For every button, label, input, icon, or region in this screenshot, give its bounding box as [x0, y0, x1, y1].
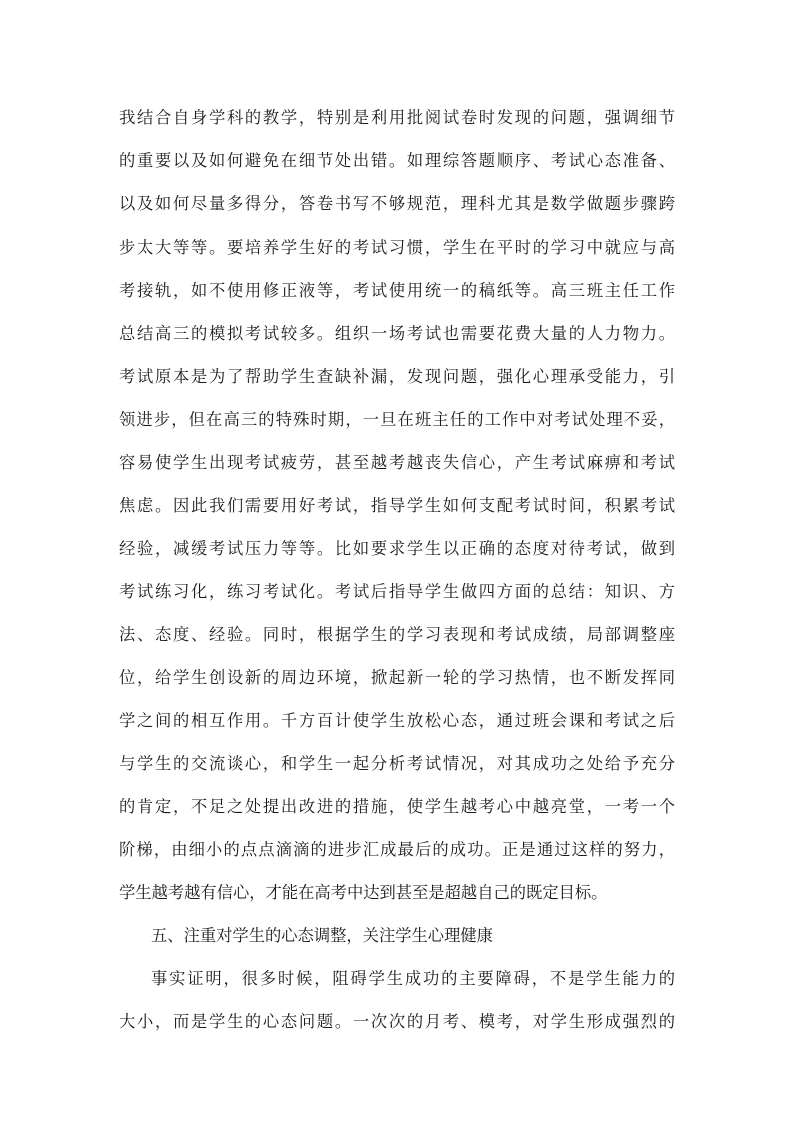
paragraph-line: 焦虑。因此我们需要用好考试，指导学生如何支配考试时间，积累考试	[119, 496, 675, 515]
paragraph-line: 考接轨，如不使用修正液等，考试使用统一的稿纸等。高三班主任工作	[119, 281, 675, 300]
paragraph-line: 的肯定，不足之处提出改进的措施，使学生越考心中越亮堂，一考一个	[119, 797, 675, 816]
paragraph-line: 阶梯，由细小的点点滴滴的进步汇成最后的成功。正是通过这样的努力，	[119, 840, 675, 859]
paragraph-line: 事实证明，很多时候，阻碍学生成功的主要障碍，不是学生能力的	[151, 969, 675, 988]
paragraph-line: 总结高三的模拟考试较多。组织一场考试也需要花费大量的人力物力。	[119, 324, 675, 343]
paragraph-line: 领进步，但在高三的特殊时期，一旦在班主任的工作中对考试处理不妥，	[119, 410, 675, 429]
paragraph-line: 考试练习化，练习考试化。考试后指导学生做四方面的总结：知识、方	[119, 582, 675, 601]
paragraph-line: 法、态度、经验。同时，根据学生的学习表现和考试成绩，局部调整座	[119, 625, 675, 644]
paragraph-line: 与学生的交流谈心，和学生一起分析考试情况，对其成功之处给予充分	[119, 754, 675, 773]
paragraph-line: 大小，而是学生的心态问题。一次次的月考、模考，对学生形成强烈的	[119, 1012, 675, 1031]
paragraph-line: 以及如何尽量多得分，答卷书写不够规范，理科尤其是数学做题步骤跨	[119, 194, 675, 213]
section-heading: 五、注重对学生的心态调整，关注学生心理健康	[151, 926, 493, 945]
paragraph-line: 学之间的相互作用。千方百计使学生放松心态，通过班会课和考试之后	[119, 711, 675, 730]
paragraph-line: 学生越考越有信心，才能在高考中达到甚至是超越自己的既定目标。	[119, 883, 608, 902]
paragraph-line: 经验，减缓考试压力等等。比如要求学生以正确的态度对待考试，做到	[119, 539, 675, 558]
paragraph-line: 我结合自身学科的教学，特别是利用批阅试卷时发现的问题，强调细节	[119, 108, 675, 127]
paragraph-line: 位，给学生创设新的周边环境，掀起新一轮的学习热情，也不断发挥同	[119, 668, 675, 687]
paragraph-line: 容易使学生出现考试疲劳，甚至越考越丧失信心，产生考试麻痹和考试	[119, 453, 675, 472]
paragraph-line: 的重要以及如何避免在细节处出错。如理综答题顺序、考试心态准备、	[119, 151, 675, 170]
paragraph-line: 考试原本是为了帮助学生查缺补漏，发现问题，强化心理承受能力，引	[119, 367, 675, 386]
paragraph-line: 步太大等等。要培养学生好的考试习惯，学生在平时的学习中就应与高	[119, 238, 675, 257]
